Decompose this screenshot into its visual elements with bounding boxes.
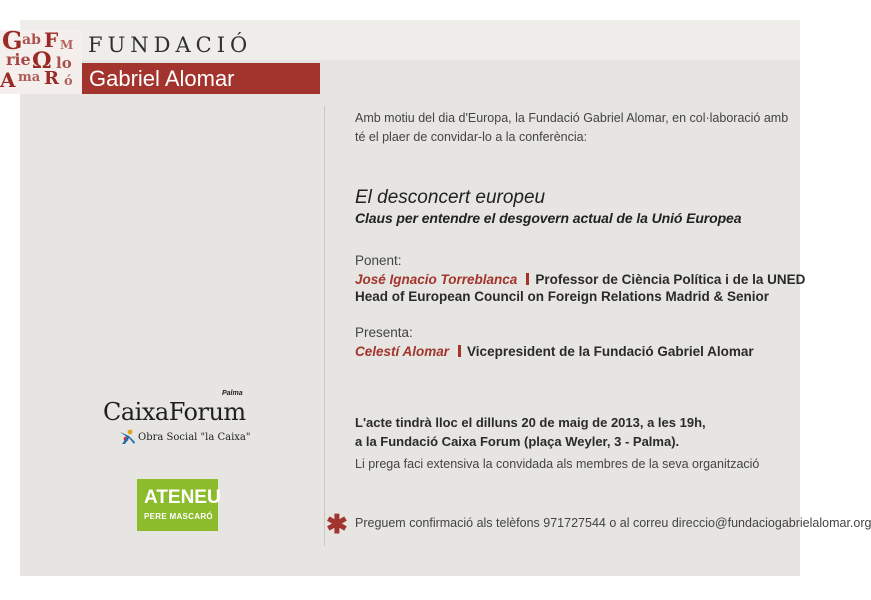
obra-social-label: Obra Social "la Caixa" [138, 432, 251, 443]
caixaforum-city: Palma [222, 390, 243, 397]
fundacio-name-bar: Gabriel Alomar [82, 63, 320, 94]
conference-title: El desconcert europeu [355, 187, 546, 208]
ateneu-name: ATENEU [144, 487, 221, 508]
conference-subtitle: Claus per entendre el desgovern actual de la Unió Europea [355, 210, 742, 226]
speaker-line [355, 271, 805, 289]
presenter-name: Celestí Alomar [355, 344, 450, 359]
speaker-label: Ponent: [355, 253, 402, 268]
intro-line-2: té el plaer de convidar-lo a la conferència: [355, 130, 588, 144]
fundacio-wordmark: FUNDACIÓ [88, 33, 253, 57]
speaker-role-1: Professor de Ciència Política i de la UNED [535, 272, 806, 287]
event-line-2: a la Fundació Caixa Forum (plaça Weyler, 3 - Palma). [355, 434, 680, 449]
presenter-label: Presenta: [355, 325, 413, 340]
event-line-1: L'acte tindrà lloc el dilluns 20 de maig de 2013, a les 19h, [355, 415, 706, 430]
speaker-role-2: Head of European Council on Foreign Relations Madrid & Senior [355, 289, 770, 304]
presenter-role: Vicepresident de la Fundació Gabriel Alomar [467, 344, 754, 359]
asterisk-icon: ✱ [326, 509, 348, 539]
la-caixa-star-icon [118, 428, 136, 446]
caixaforum-logo: CaixaForum [103, 398, 246, 426]
rsvp-line: Preguem confirmació als telèfons 971727544 o al correu direccio@fundaciogabrielalomar.org [355, 516, 871, 530]
fundacio-logo-icon: G ab F M rie Ω lo A ma R ó [0, 30, 82, 94]
ateneu-subname: PERE MASCARÓ [144, 512, 213, 521]
separator-bar [526, 273, 529, 285]
extend-note: Li prega faci extensiva la convidada als membres de la seva organització [355, 457, 760, 471]
speaker-name: José Ignacio Torreblanca [355, 272, 518, 287]
ateneu-logo [137, 479, 221, 531]
presenter-line [355, 343, 754, 361]
divider [324, 106, 325, 546]
intro-line-1: Amb motiu del dia d'Europa, la Fundació Gabriel Alomar, en col·laboració amb [355, 111, 789, 125]
separator-bar [458, 345, 461, 357]
